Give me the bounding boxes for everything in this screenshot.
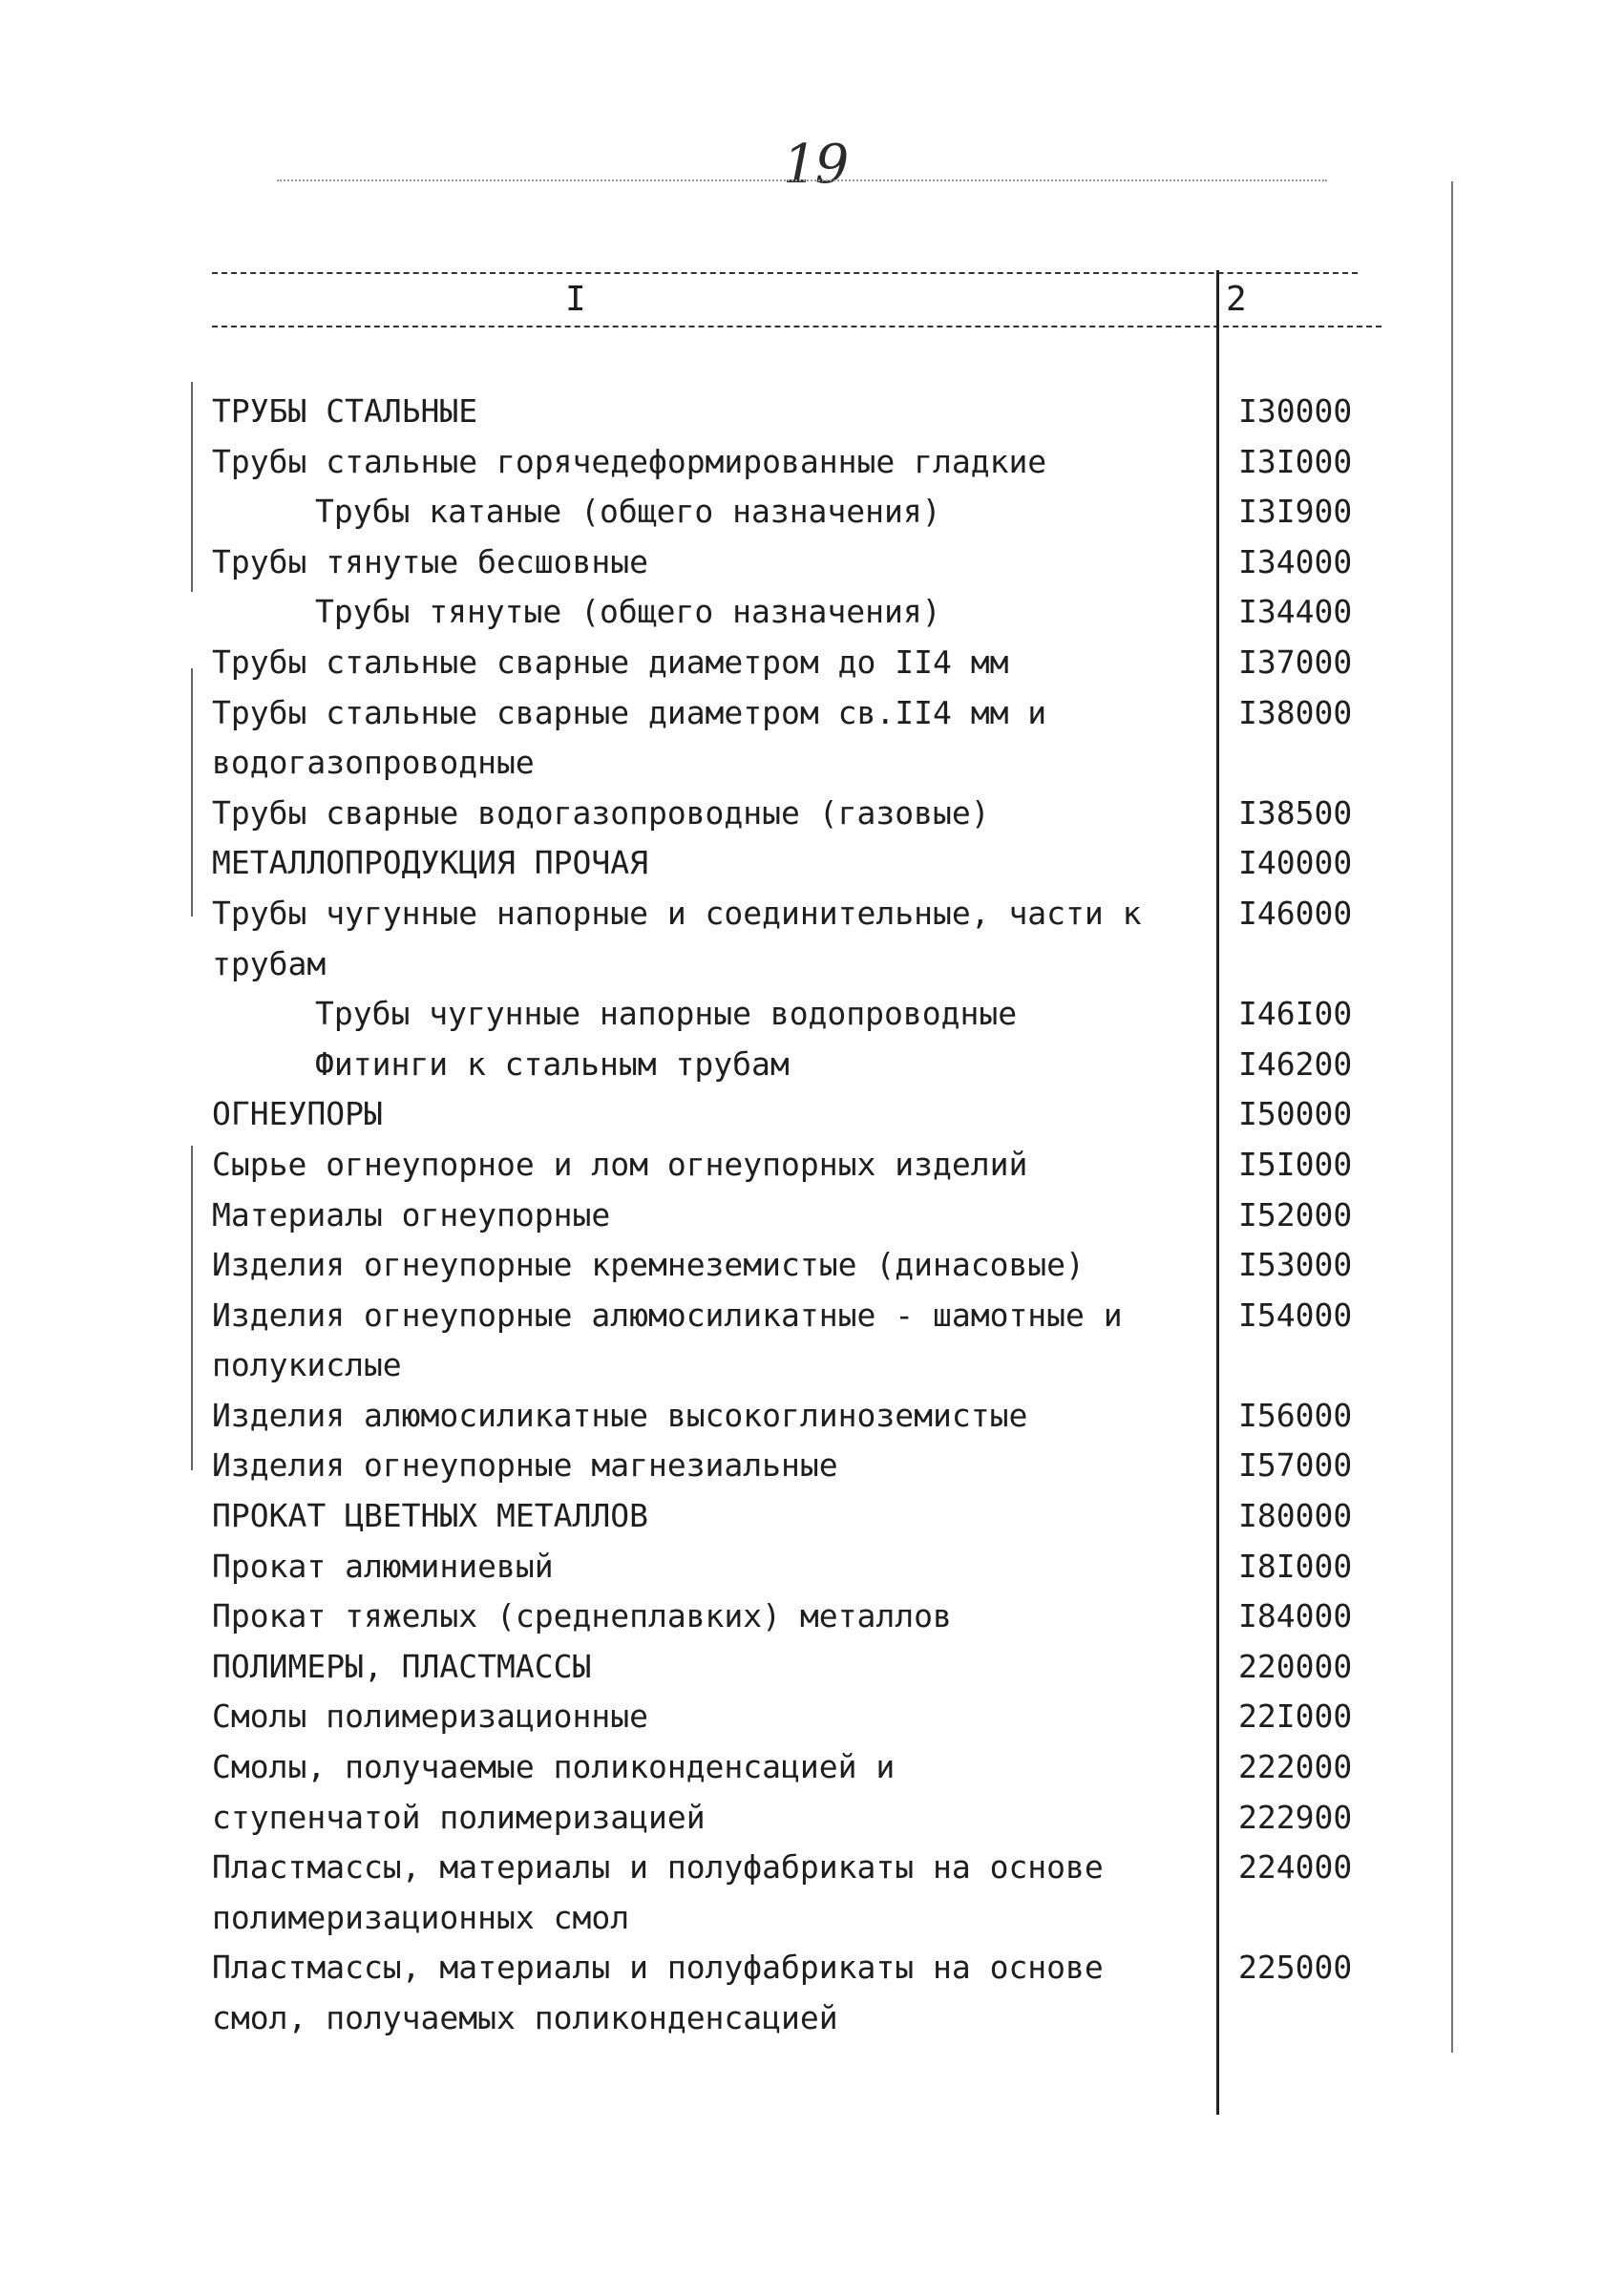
table-row [212, 1291, 1386, 1391]
table-row [212, 1191, 1386, 1241]
row-code: 222900 [1238, 1798, 1353, 1836]
row-name: Трубы сварные водогазопроводные (газовые) [212, 793, 990, 832]
row-code: 220000 [1238, 1647, 1353, 1685]
table-row [212, 989, 1386, 1040]
row-code: 22I000 [1238, 1697, 1353, 1736]
table-top-rule [212, 272, 1358, 274]
row-name: МЕТАЛЛОПРОДУКЦИЯ ПРОЧАЯ [212, 844, 648, 882]
table-row [212, 1391, 1386, 1442]
row-name: Сырье огнеупорное и лом огнеупорных изделий [212, 1145, 1028, 1183]
table-row [212, 1793, 1386, 1844]
row-code: I3I900 [1238, 493, 1353, 531]
table-row [212, 889, 1386, 989]
row-code: I34400 [1238, 593, 1353, 631]
row-name: Трубы стальные сварные диаметром до II4 мм [212, 643, 1009, 681]
table-row [212, 1491, 1386, 1542]
table-row [212, 1089, 1386, 1140]
row-name: Изделия алюмосиликатные высокоглиноземистые [212, 1396, 1028, 1434]
table-row [212, 538, 1386, 588]
table-row [212, 1441, 1386, 1491]
row-code: I46I00 [1238, 995, 1353, 1033]
row-name: Трубы тянутые (общего назначения) [315, 593, 941, 631]
row-name: Изделия огнеупорные алюмосиликатные - шамотные и полукислые [212, 1296, 1123, 1384]
table-row [212, 638, 1386, 688]
table-row [212, 1943, 1386, 2043]
row-code: I38500 [1238, 793, 1353, 832]
page-number: 19 [783, 134, 848, 196]
table-row [212, 437, 1386, 488]
row-code: I46200 [1238, 1044, 1353, 1083]
row-code: I40000 [1238, 844, 1353, 882]
table-row [212, 1843, 1386, 1943]
row-code: I3I000 [1238, 442, 1353, 480]
row-name: Прокат тяжелых (среднеплавких) металлов [212, 1597, 952, 1635]
table-row [212, 587, 1386, 638]
row-name: Фитинги к стальным трубам [315, 1044, 790, 1083]
row-name: Трубы чугунные напорные и соединительные, части к трубам [212, 894, 1142, 982]
table-row [212, 1692, 1386, 1742]
row-name: ПРОКАТ ЦВЕТНЫХ МЕТАЛЛОВ [212, 1497, 648, 1535]
table-row [212, 487, 1386, 538]
row-name: Трубы чугунные напорные водопроводные [315, 995, 1018, 1033]
row-code: I54000 [1238, 1296, 1353, 1334]
table-body [212, 387, 1386, 2044]
row-code: I30000 [1238, 392, 1353, 430]
row-code: I53000 [1238, 1246, 1353, 1284]
row-name: Трубы стальные горячедеформированные гладкие [212, 442, 1047, 480]
column-header-1: I [565, 280, 586, 319]
row-name: Трубы стальные сварные диаметром св.II4 мм и водогазопроводные [212, 693, 1047, 782]
row-code: I50000 [1238, 1095, 1353, 1133]
row-code: I8I000 [1238, 1547, 1353, 1585]
table-row [212, 1542, 1386, 1592]
row-code: I37000 [1238, 643, 1353, 681]
row-name: Трубы катаные (общего назначения) [315, 493, 941, 531]
row-name: Прокат алюминиевый [212, 1547, 554, 1585]
row-name: Пластмассы, материалы и полуфабрикаты на основе смол, получаемых поликонденсацией [212, 1949, 1104, 2036]
table-row [212, 789, 1386, 839]
row-code: I34000 [1238, 542, 1353, 580]
row-code: I5I000 [1238, 1145, 1353, 1183]
row-name: Материалы огнеупорные [212, 1195, 611, 1233]
left-margin-mark [191, 668, 193, 917]
classification-table [212, 272, 1386, 2115]
column-header-2: 2 [1226, 280, 1247, 319]
table-row [212, 1040, 1386, 1090]
row-code: I84000 [1238, 1597, 1353, 1635]
row-code: I46000 [1238, 894, 1353, 932]
row-code: I80000 [1238, 1497, 1353, 1535]
row-name: ТРУБЫ СТАЛЬНЫЕ [212, 392, 478, 430]
row-code: I56000 [1238, 1396, 1353, 1434]
row-name: ступенчатой полимеризацией [212, 1798, 706, 1836]
table-row [212, 838, 1386, 889]
row-name: ПОЛИМЕРЫ, ПЛАСТМАССЫ [212, 1647, 592, 1685]
left-margin-mark [191, 1146, 193, 1470]
table-row [212, 1642, 1386, 1693]
top-dash-rule [277, 179, 1327, 181]
table-header-rule [212, 326, 1381, 327]
row-name: Трубы тянутые бесшовные [212, 542, 648, 580]
right-margin-line [1451, 181, 1453, 2053]
table-row [212, 387, 1386, 437]
row-code: 222000 [1238, 1748, 1353, 1786]
row-code: 225000 [1238, 1949, 1353, 1987]
row-code: I52000 [1238, 1195, 1353, 1233]
left-margin-mark [191, 382, 193, 592]
table-row [212, 1140, 1386, 1191]
row-name: Изделия огнеупорные кремнеземистые (динасовые) [212, 1246, 1085, 1284]
table-row [212, 688, 1386, 789]
row-code: I38000 [1238, 693, 1353, 731]
row-name: Пластмассы, материалы и полуфабрикаты на основе полимеризационных смол [212, 1848, 1104, 1936]
row-name: Изделия огнеупорные магнезиальные [212, 1446, 838, 1485]
row-name: ОГНЕУПОРЫ [212, 1095, 383, 1133]
row-name: Смолы, получаемые поликонденсацией и [212, 1748, 896, 1786]
table-row [212, 1742, 1386, 1793]
table-row [212, 1240, 1386, 1291]
row-name: Смолы полимеризационные [212, 1697, 648, 1736]
table-row [212, 1592, 1386, 1642]
row-code: I57000 [1238, 1446, 1353, 1485]
row-code: 224000 [1238, 1848, 1353, 1887]
